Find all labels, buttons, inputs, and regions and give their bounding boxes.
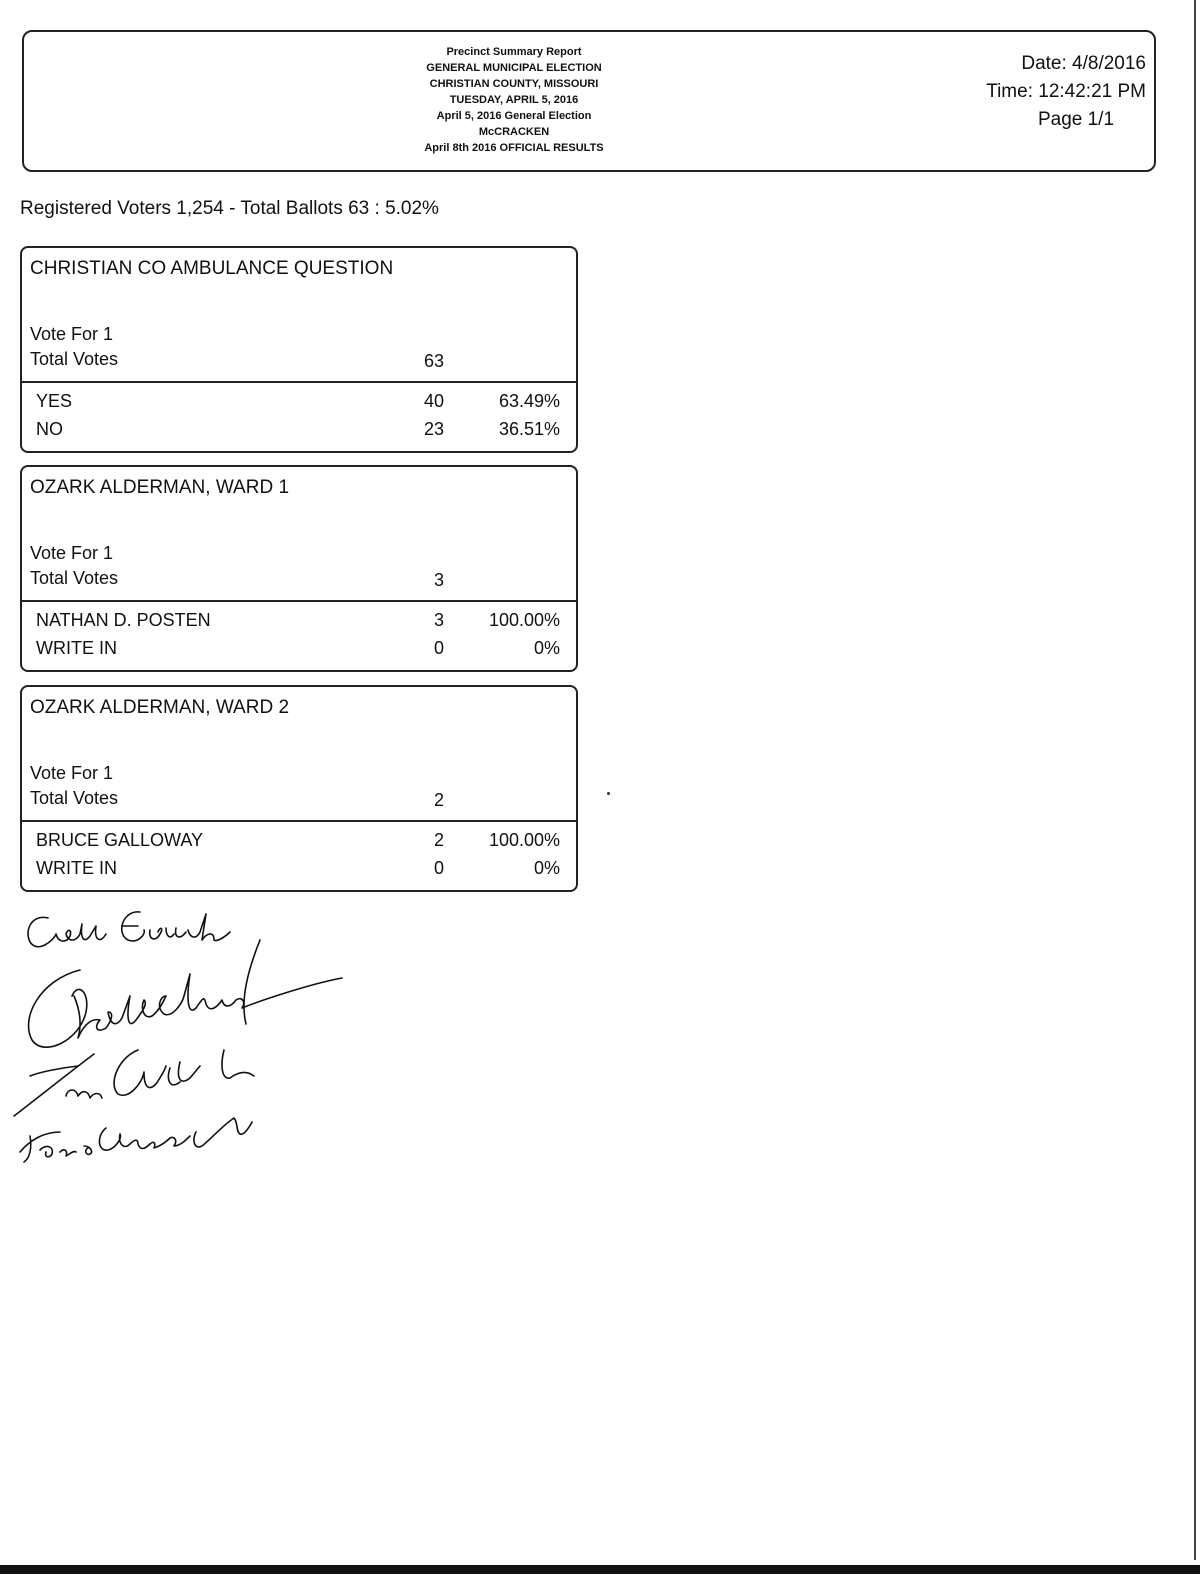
total-votes-value: 2 (433, 790, 444, 810)
contest-ambulance-question (20, 246, 578, 453)
report-meta (946, 50, 1146, 134)
signature-2 (29, 940, 342, 1047)
contest-alderman-ward-2 (20, 685, 578, 892)
vote-for-label: Vote For 1 (30, 763, 114, 783)
contest-title: CHRISTIAN CO AMBULANCE QUESTION (30, 258, 394, 279)
choice-votes: 40 (423, 391, 444, 411)
report-page: Page 1/1 (1037, 109, 1115, 130)
result-row (22, 391, 576, 419)
contest-results (22, 383, 576, 451)
report-header (22, 30, 1156, 172)
total-votes-label: Total Votes (30, 568, 119, 588)
report-header-center (384, 44, 644, 156)
turnout-summary: Registered Voters 1,254 - Total Ballots 63 : 5.02% (20, 198, 439, 219)
results-status: April 8th 2016 OFFICIAL RESULTS (424, 142, 604, 154)
precinct-name: McCRACKEN (478, 126, 550, 138)
candidate-name: BRUCE GALLOWAY (36, 830, 204, 850)
report-title: Precinct Summary Report (446, 46, 582, 58)
total-votes-value: 63 (423, 351, 444, 371)
county-name: CHRISTIAN COUNTY, MISSOURI (429, 78, 599, 90)
choice-votes: 23 (423, 419, 444, 439)
choice-name: NO (36, 419, 63, 439)
contest-header (22, 467, 576, 602)
candidate-votes: 3 (433, 610, 444, 630)
signatures (10, 900, 370, 1180)
signature-4 (20, 1118, 252, 1162)
contest-alderman-ward-1 (20, 465, 578, 672)
candidate-percent: 100.00% (488, 830, 560, 850)
result-row (22, 610, 576, 638)
contest-results (22, 602, 576, 670)
candidate-name: WRITE IN (36, 638, 117, 658)
election-subtitle: April 5, 2016 General Election (436, 110, 592, 122)
contest-title: OZARK ALDERMAN, WARD 2 (30, 697, 290, 718)
total-votes-value: 3 (433, 570, 444, 590)
candidate-percent: 0% (533, 858, 560, 878)
choice-percent: 36.51% (498, 419, 560, 439)
page-edge-right (1194, 0, 1196, 1560)
report-date: Date: 4/8/2016 (1021, 53, 1146, 74)
candidate-percent: 0% (533, 638, 560, 658)
candidate-votes: 0 (433, 858, 444, 878)
signature-3 (14, 1050, 254, 1116)
candidate-votes: 0 (433, 638, 444, 658)
contest-header (22, 248, 576, 383)
candidate-votes: 2 (433, 830, 444, 850)
stray-mark (607, 792, 610, 795)
total-votes-label: Total Votes (30, 349, 119, 369)
candidate-percent: 100.00% (488, 610, 560, 630)
result-row (22, 858, 576, 886)
total-votes-label: Total Votes (30, 788, 119, 808)
result-row (22, 830, 576, 858)
contest-results (22, 822, 576, 890)
page-edge-bottom (0, 1565, 1200, 1574)
contest-title: OZARK ALDERMAN, WARD 1 (30, 477, 290, 498)
vote-for-label: Vote For 1 (30, 543, 114, 563)
election-date: TUESDAY, APRIL 5, 2016 (449, 94, 579, 106)
result-row (22, 638, 576, 666)
report-time: Time: 12:42:21 PM (986, 81, 1146, 102)
candidate-name: WRITE IN (36, 858, 117, 878)
choice-percent: 63.49% (498, 391, 560, 411)
vote-for-label: Vote For 1 (30, 324, 114, 344)
choice-name: YES (36, 391, 73, 411)
result-row (22, 419, 576, 447)
election-name: GENERAL MUNICIPAL ELECTION (426, 62, 602, 74)
contest-header (22, 687, 576, 822)
candidate-name: NATHAN D. POSTEN (36, 610, 211, 630)
signature-1 (28, 912, 230, 947)
